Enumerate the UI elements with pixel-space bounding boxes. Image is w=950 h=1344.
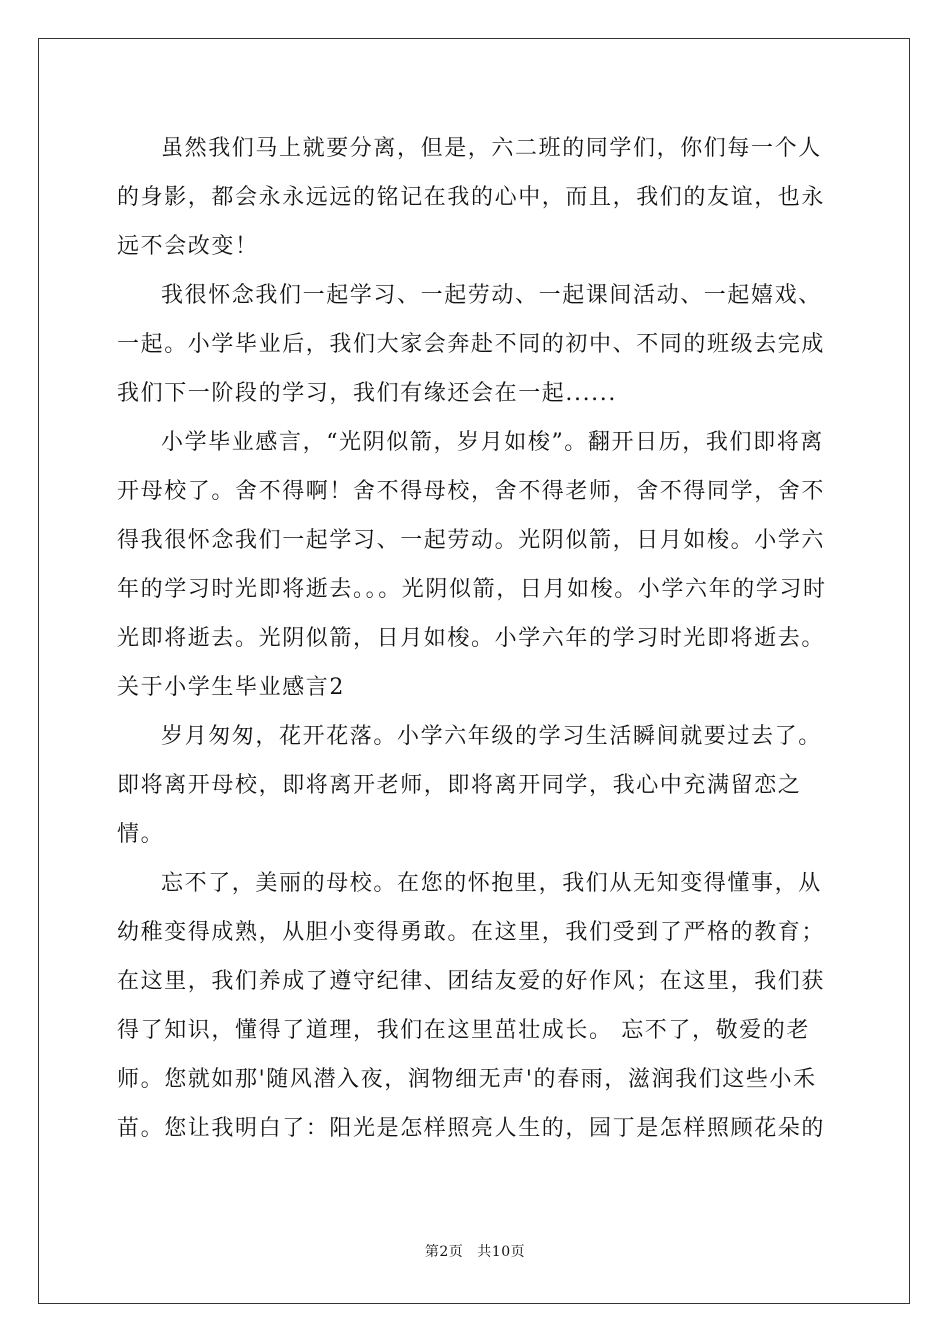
page-number-current: 第2页 [424, 1244, 464, 1260]
paragraph: 岁月匆匆，花开花落。小学六年级的学习生活瞬间就要过去了。即将离开母校，即将离开老师，即将离开同学，我心中充满留恋之情。 [117, 724, 822, 847]
page-footer [0, 1242, 950, 1262]
paragraph: 我很怀念我们一起学习、一起劳动、一起课间活动、一起嬉戏、一起。小学毕业后，我们大家会奔赴不同的初中、不同的班级去完成我们下一阶段的学习，我们有缘还会在一起...... [117, 283, 826, 406]
page-number-total: 共10页 [477, 1244, 526, 1260]
paragraph: 虽然我们马上就要分离，但是，六二班的同学们，你们每一个人的身影，都会永永远远的铭记在我的心中，而且，我们的友谊，也永远不会改变！ [117, 136, 826, 259]
paragraph: 忘不了，美丽的母校。在您的怀抱里，我们从无知变得懂事，从幼稚变得成熟，从胆小变得勇敢。在这里，我们受到了严格的教育；在这里，我们养成了遵守纪律、团结友爱的好作风；在这里，我们获得了知识，懂得了道理，我们在这里茁壮成长。 忘不了，敬爱的老师。您就如那'随风潜入夜，润物细无声'的春雨，滋润我们这些小禾苗。您让我明白了：阳光是怎样照亮人生的，园丁是怎样照顾花朵的 [117, 871, 826, 1141]
document-body [117, 124, 839, 1153]
paragraph: 小学毕业感言，“光阴似箭，岁月如梭”。翻开日历，我们即将离开母校了。舍不得啊！舍不得母校，舍不得老师，舍不得同学，舍不得我很怀念我们一起学习、一起劳动。光阴似箭，日月如梭。小学六年的学习时光即将逝去。。。光阴似箭，日月如梭。小学六年的学习时光即将逝去。光阴似箭，日月如梭。小学六年的学习时光即将逝去。 [117, 430, 827, 651]
section-heading: 关于小学生毕业感言2 [117, 675, 345, 700]
